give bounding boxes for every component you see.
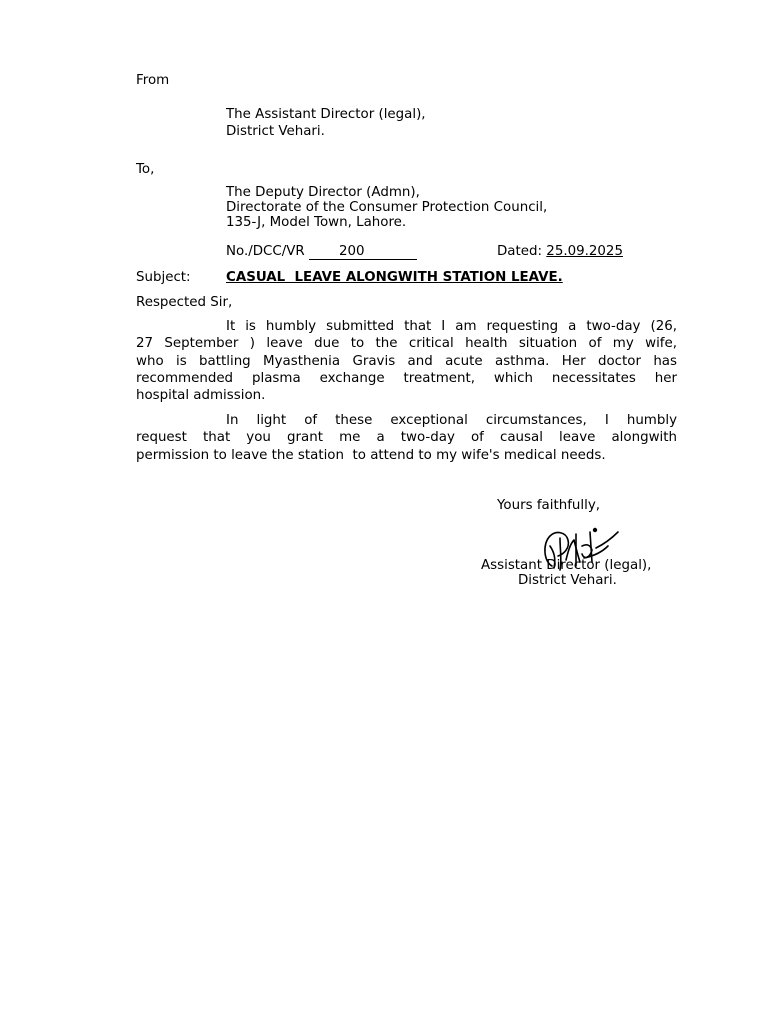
body-paragraph-2 — [136, 412, 677, 464]
paragraph-line: who is battling Myasthenia Gravis and acute asthma. Her doctor has — [136, 353, 677, 369]
dated-label: Dated: — [497, 244, 543, 259]
from-label: From — [136, 73, 170, 88]
recipient-address: 135-J, Model Town, Lahore. — [226, 215, 407, 230]
paragraph-line: request that you grant me a two-day of causal leave alongwith — [136, 430, 677, 446]
paragraph-line: 27 September ) leave due to the critical health situation of my wife, — [136, 336, 677, 352]
reference-label: No./DCC/VR — [226, 244, 305, 259]
salutation: Respected Sir, — [136, 295, 233, 310]
paragraph-line: permission to leave the station to attend to my wife's medical needs. — [136, 447, 606, 463]
recipient-organization: Directorate of the Consumer Protection Council, — [226, 200, 548, 215]
signatory-title: Assistant Director (legal), — [481, 558, 652, 573]
date-line — [497, 244, 623, 259]
paragraph-line: hospital admission. — [136, 388, 266, 404]
signatory-location: District Vehari. — [518, 573, 617, 588]
subject-label: Subject: — [136, 270, 191, 285]
paragraph-line: It is humbly submitted that I am requesting a two-day (26, — [226, 319, 677, 334]
reference-line — [226, 244, 417, 260]
body-paragraph-1 — [136, 318, 677, 404]
closing: Yours faithfully, — [497, 498, 601, 513]
recipient-title: The Deputy Director (Admn), — [226, 185, 420, 200]
subject-text: CASUAL LEAVE ALONGWITH STATION LEAVE. — [226, 270, 563, 285]
reference-number: 200 — [309, 245, 417, 260]
paragraph-line: recommended plasma exchange treatment, which necessitates her — [136, 370, 677, 386]
sender-title: The Assistant Director (legal), — [226, 107, 426, 122]
sender-location: District Vehari. — [226, 124, 325, 139]
letter-date: 25.09.2025 — [546, 244, 623, 259]
paragraph-line: In light of these exceptional circumstances, I humbly — [226, 413, 677, 428]
to-label: To, — [136, 162, 155, 177]
